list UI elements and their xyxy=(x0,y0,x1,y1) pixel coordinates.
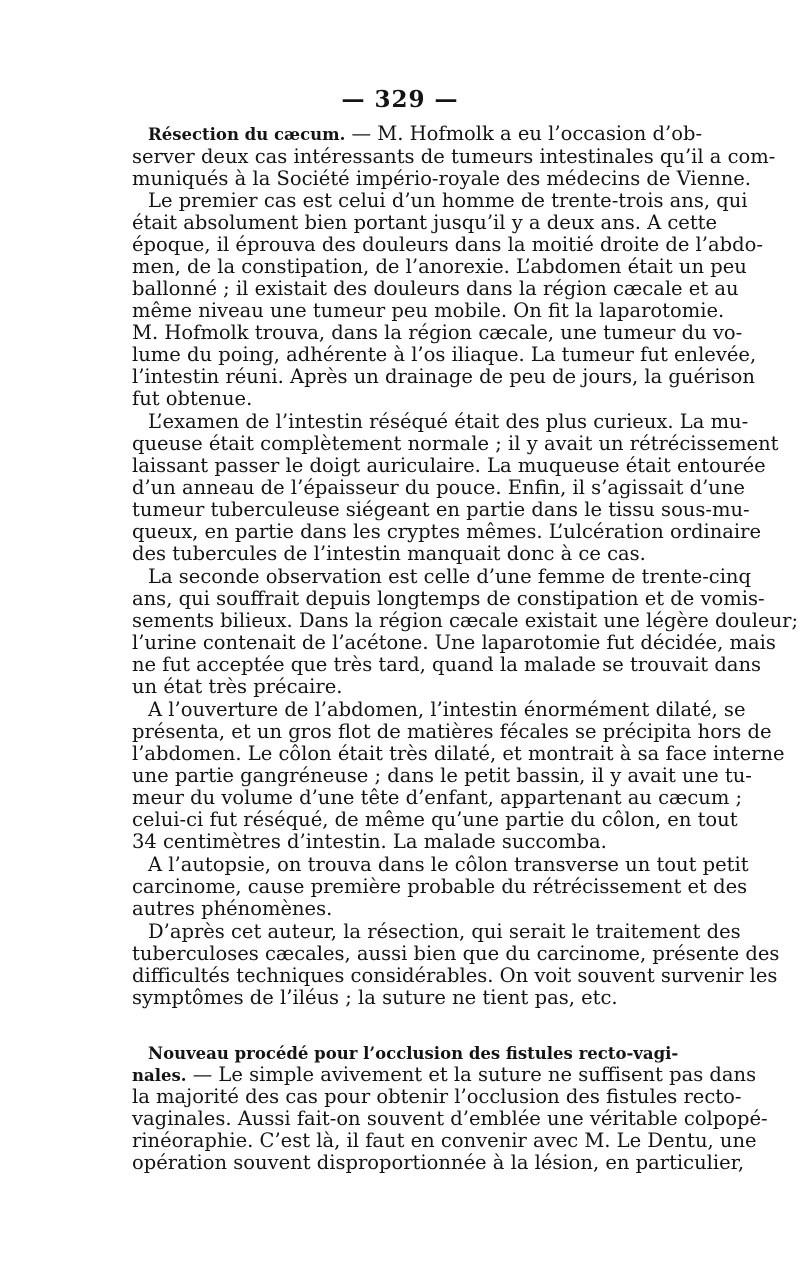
text-line: ballonné ; il existait des douleurs dans la région cæcale et au xyxy=(132,277,739,300)
section-title: Nouveau procédé pour l’occlusion des fistules recto-vagi- xyxy=(148,1044,679,1063)
text-line: même niveau une tumeur peu mobile. On fit la laparotomie. xyxy=(132,299,725,322)
text-line: tuberculoses cæcales, aussi bien que du carcinome, présente des xyxy=(132,942,780,965)
text-line: 34 centimètres d’intestin. La malade succomba. xyxy=(132,830,607,853)
text-line: La seconde observation est celle d’une femme de trente-cinq xyxy=(148,565,751,588)
text-line: carcinome, cause première probable du rétrécissement et des xyxy=(132,875,748,898)
text-line: Résection du cæcum. — M. Hofmolk a eu l’occasion d’ob- xyxy=(148,122,703,145)
text-line: M. Hofmolk trouva, dans la région cæcale, une tumeur du vo- xyxy=(132,321,743,344)
text-line: opération souvent disproportionnée à la lésion, en particulier, xyxy=(132,1151,745,1174)
text-line: des tubercules de l’intestin manquait donc à ce cas. xyxy=(132,542,646,565)
text-line: époque, il éprouva des douleurs dans la moitié droite de l’abdo- xyxy=(132,233,763,256)
text-line: vaginales. Aussi fait-on souvent d’emblée une véritable colpopé- xyxy=(132,1107,768,1130)
text-line: D’après cet auteur, la résection, qui serait le traitement des xyxy=(148,920,741,943)
text-line: sements bilieux. Dans la région cæcale existait une légère douleur; xyxy=(132,609,799,632)
text-line: A l’ouverture de l’abdomen, l’intestin énormément dilaté, se xyxy=(148,698,746,721)
text-line: muniqués à la Société império-royale des médecins de Vienne. xyxy=(132,167,752,190)
text-line: était absolument bien portant jusqu’il y a deux ans. A cette xyxy=(132,211,718,234)
text-line: l’abdomen. Le côlon était très dilaté, et montrait à sa face interne xyxy=(132,742,785,765)
text-line: meur du volume d’une tête d’enfant, appartenant au cæcum ; xyxy=(132,786,743,809)
section-title: Résection du cæcum. xyxy=(148,125,346,144)
section-title-end: nales. xyxy=(132,1066,187,1085)
text-line: présenta, et un gros flot de matières fécales se précipita hors de xyxy=(132,720,772,743)
text-line: lume du poing, adhérente à l’os iliaque. La tumeur fut enlevée, xyxy=(132,343,757,366)
text-line: la majorité des cas pour obtenir l’occlusion des fistules recto- xyxy=(132,1085,742,1108)
text-line: d’un anneau de l’épaisseur du pouce. Enfin, il s’agissait d’une xyxy=(132,476,745,499)
text-line: Le premier cas est celui d’un homme de trente-trois ans, qui xyxy=(148,189,748,212)
text-line: ans, qui souffrait depuis longtemps de constipation et de vomis- xyxy=(132,587,765,610)
text-line: l’intestin réuni. Après un drainage de peu de jours, la guérison xyxy=(132,365,755,388)
text-line: l’urine contenait de l’acétone. Une laparotomie fut décidée, mais xyxy=(132,631,776,654)
text-line: queuse était complètement normale ; il y avait un rétrécissement xyxy=(132,432,779,455)
text-line: autres phénomènes. xyxy=(132,897,333,920)
text-line: ne fut acceptée que très tard, quand la malade se trouvait dans xyxy=(132,653,762,676)
text-line: L’examen de l’intestin réséqué était des plus curieux. La mu- xyxy=(148,410,749,433)
text-line: fut obtenue. xyxy=(132,387,253,410)
text-line: une partie gangréneuse ; dans le petit bassin, il y avait une tu- xyxy=(132,764,752,787)
text-line: queux, en partie dans les cryptes mêmes. L’ulcération ordinaire xyxy=(132,520,762,543)
text-line: difficultés techniques considérables. On voit souvent survenir les xyxy=(132,964,778,987)
text-line: rinéoraphie. C’est là, il faut en convenir avec M. Le Dentu, une xyxy=(132,1129,757,1152)
text-line: men, de la constipation, de l’anorexie. L’abdomen était un peu xyxy=(132,255,747,278)
text-line: tumeur tuberculeuse siégeant en partie dans le tissu sous-mu- xyxy=(132,498,750,521)
text-line: laissant passer le doigt auriculaire. La muqueuse était entourée xyxy=(132,454,766,477)
text-line: celui-ci fut réséqué, de même qu’une partie du côlon, en tout xyxy=(132,808,738,831)
text-line: nales. — Le simple avivement et la suture ne suffisent pas dans xyxy=(132,1063,757,1086)
page-number: — 329 — xyxy=(341,86,459,113)
text-line: symptômes de l’iléus ; la suture ne tient pas, etc. xyxy=(132,986,618,1009)
text-line: server deux cas intéressants de tumeurs intestinales qu’il a com- xyxy=(132,145,776,168)
text-line: A l’autopsie, on trouva dans le côlon transverse un tout petit xyxy=(148,853,749,876)
text-line: un état très précaire. xyxy=(132,675,343,698)
